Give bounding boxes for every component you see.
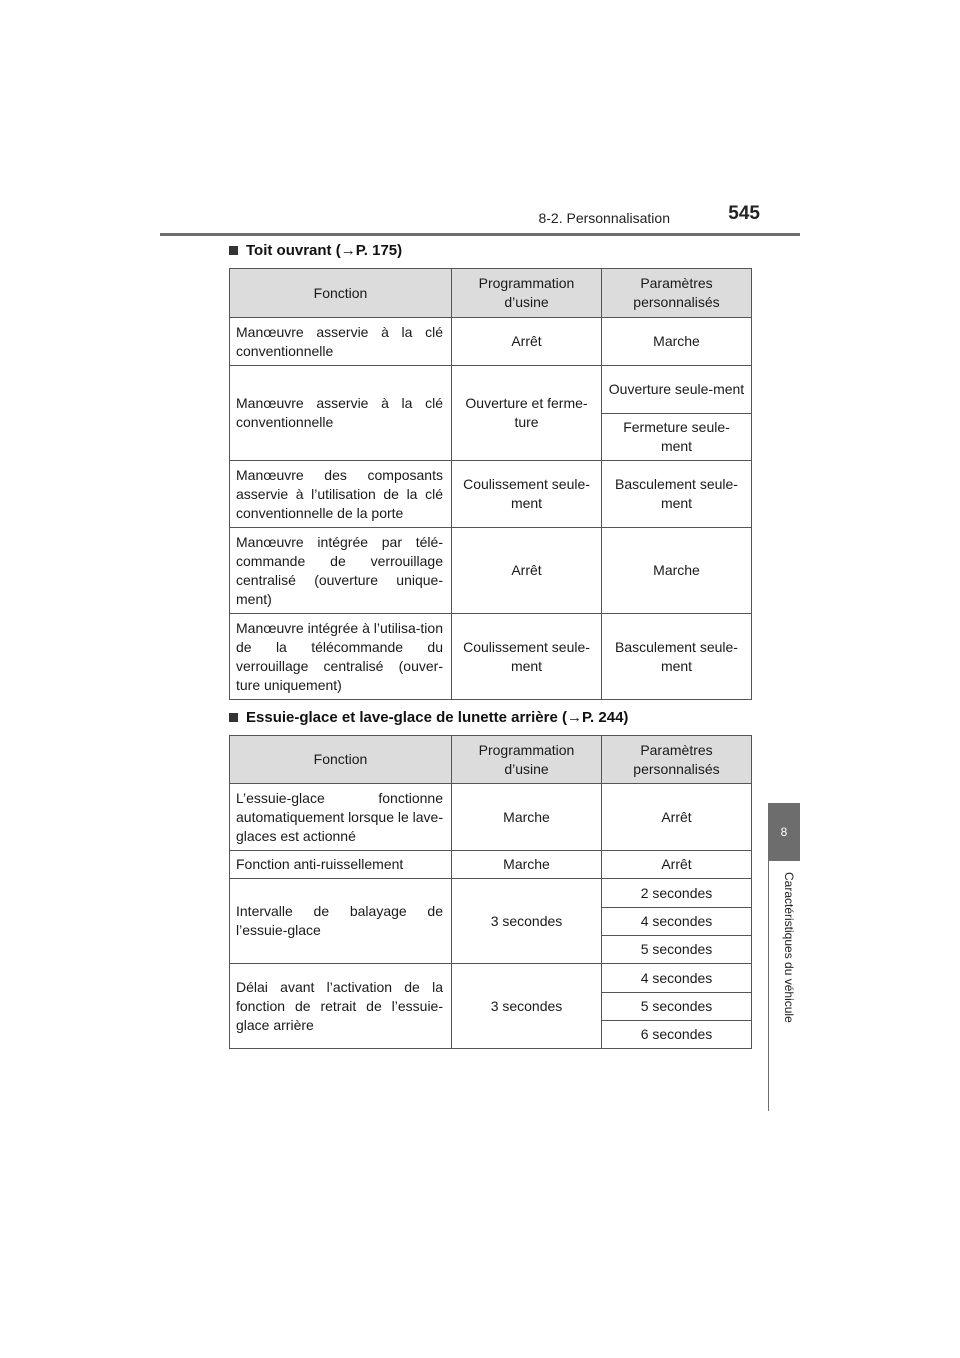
custom-cell: Marche bbox=[602, 528, 752, 614]
chapter-tab[interactable] bbox=[768, 803, 800, 861]
factory-cell: Ouverture et ferme-ture bbox=[452, 366, 602, 461]
page-number: 545 bbox=[728, 203, 760, 224]
header-cell-factory: Programmation d’usine bbox=[452, 736, 602, 784]
custom-cell: Fermeture seule-ment bbox=[602, 414, 752, 461]
page-header bbox=[160, 200, 800, 236]
side-divider bbox=[768, 861, 769, 1111]
table-row bbox=[230, 964, 752, 993]
sunroof-table bbox=[229, 268, 752, 700]
section-heading-text: Toit ouvrant (→P. 175) bbox=[246, 242, 403, 259]
table-row bbox=[230, 366, 752, 414]
section-title: 8-2. Personnalisation bbox=[538, 210, 670, 226]
header-rule bbox=[160, 233, 800, 236]
factory-cell: Arrêt bbox=[452, 318, 602, 366]
section-heading-text: Essuie-glace et lave-glace de lunette arrière (→P. 244) bbox=[246, 709, 629, 726]
header-cell-factory: Programmation d’usine bbox=[452, 269, 602, 318]
fonction-cell: Manœuvre asservie à la clé conventionnelle bbox=[230, 366, 452, 461]
custom-cell: 6 secondes bbox=[602, 1021, 752, 1049]
custom-cell: Arrêt bbox=[602, 784, 752, 851]
table-row bbox=[230, 784, 752, 851]
custom-cell: Basculement seule-ment bbox=[602, 461, 752, 528]
fonction-cell: Manœuvre des composants asservie à l’utilisation de la clé conventionnelle de la porte bbox=[230, 461, 452, 528]
factory-cell: Coulissement seule-ment bbox=[452, 614, 602, 700]
fonction-cell: Manœuvre asservie à la clé conventionnelle bbox=[230, 318, 452, 366]
custom-cell: 5 secondes bbox=[602, 993, 752, 1021]
section-heading-rear-wiper bbox=[229, 709, 628, 726]
factory-cell: 3 secondes bbox=[452, 879, 602, 964]
custom-cell: Marche bbox=[602, 318, 752, 366]
square-bullet-icon bbox=[229, 246, 238, 255]
custom-cell: 2 secondes bbox=[602, 879, 752, 908]
square-bullet-icon bbox=[229, 713, 238, 722]
table-row bbox=[230, 461, 752, 528]
custom-cell: Ouverture seule-ment bbox=[602, 366, 752, 414]
table-header-row bbox=[230, 269, 752, 318]
factory-cell: Arrêt bbox=[452, 528, 602, 614]
rear-wiper-table bbox=[229, 735, 752, 1049]
fonction-cell: Manœuvre intégrée par télé-commande de verrouillage centralisé (ouverture unique-ment) bbox=[230, 528, 452, 614]
custom-cell: 4 secondes bbox=[602, 908, 752, 936]
table-row bbox=[230, 318, 752, 366]
header-cell-custom: Paramètres personnalisés bbox=[602, 736, 752, 784]
table-row bbox=[230, 879, 752, 908]
header-cell-fonction: Fonction bbox=[230, 736, 452, 784]
fonction-cell: L’essuie-glace fonctionne automatiquement lorsque le lave-glaces est actionné bbox=[230, 784, 452, 851]
fonction-cell: Fonction anti-ruissellement bbox=[230, 851, 452, 879]
chapter-label: Caractéristiques du véhicule bbox=[782, 872, 796, 1023]
custom-cell: Basculement seule-ment bbox=[602, 614, 752, 700]
custom-cell: Arrêt bbox=[602, 851, 752, 879]
header-cell-custom: Paramètres personnalisés bbox=[602, 269, 752, 318]
section-heading-sunroof bbox=[229, 242, 402, 259]
factory-cell: Marche bbox=[452, 851, 602, 879]
table-header-row bbox=[230, 736, 752, 784]
factory-cell: Coulissement seule-ment bbox=[452, 461, 602, 528]
header-cell-fonction: Fonction bbox=[230, 269, 452, 318]
chapter-number: 8 bbox=[780, 825, 788, 839]
custom-cell: 5 secondes bbox=[602, 936, 752, 964]
table-row bbox=[230, 528, 752, 614]
fonction-cell: Manœuvre intégrée à l’utilisa-tion de la télécommande du verrouillage centralisé (ouver-ture uniquement) bbox=[230, 614, 452, 700]
fonction-cell: Intervalle de balayage de l’essuie-glace bbox=[230, 879, 452, 964]
factory-cell: 3 secondes bbox=[452, 964, 602, 1049]
custom-cell: 4 secondes bbox=[602, 964, 752, 993]
table-row bbox=[230, 851, 752, 879]
factory-cell: Marche bbox=[452, 784, 602, 851]
table-row bbox=[230, 614, 752, 700]
fonction-cell: Délai avant l’activation de la fonction de retrait de l’essuie-glace arrière bbox=[230, 964, 452, 1049]
